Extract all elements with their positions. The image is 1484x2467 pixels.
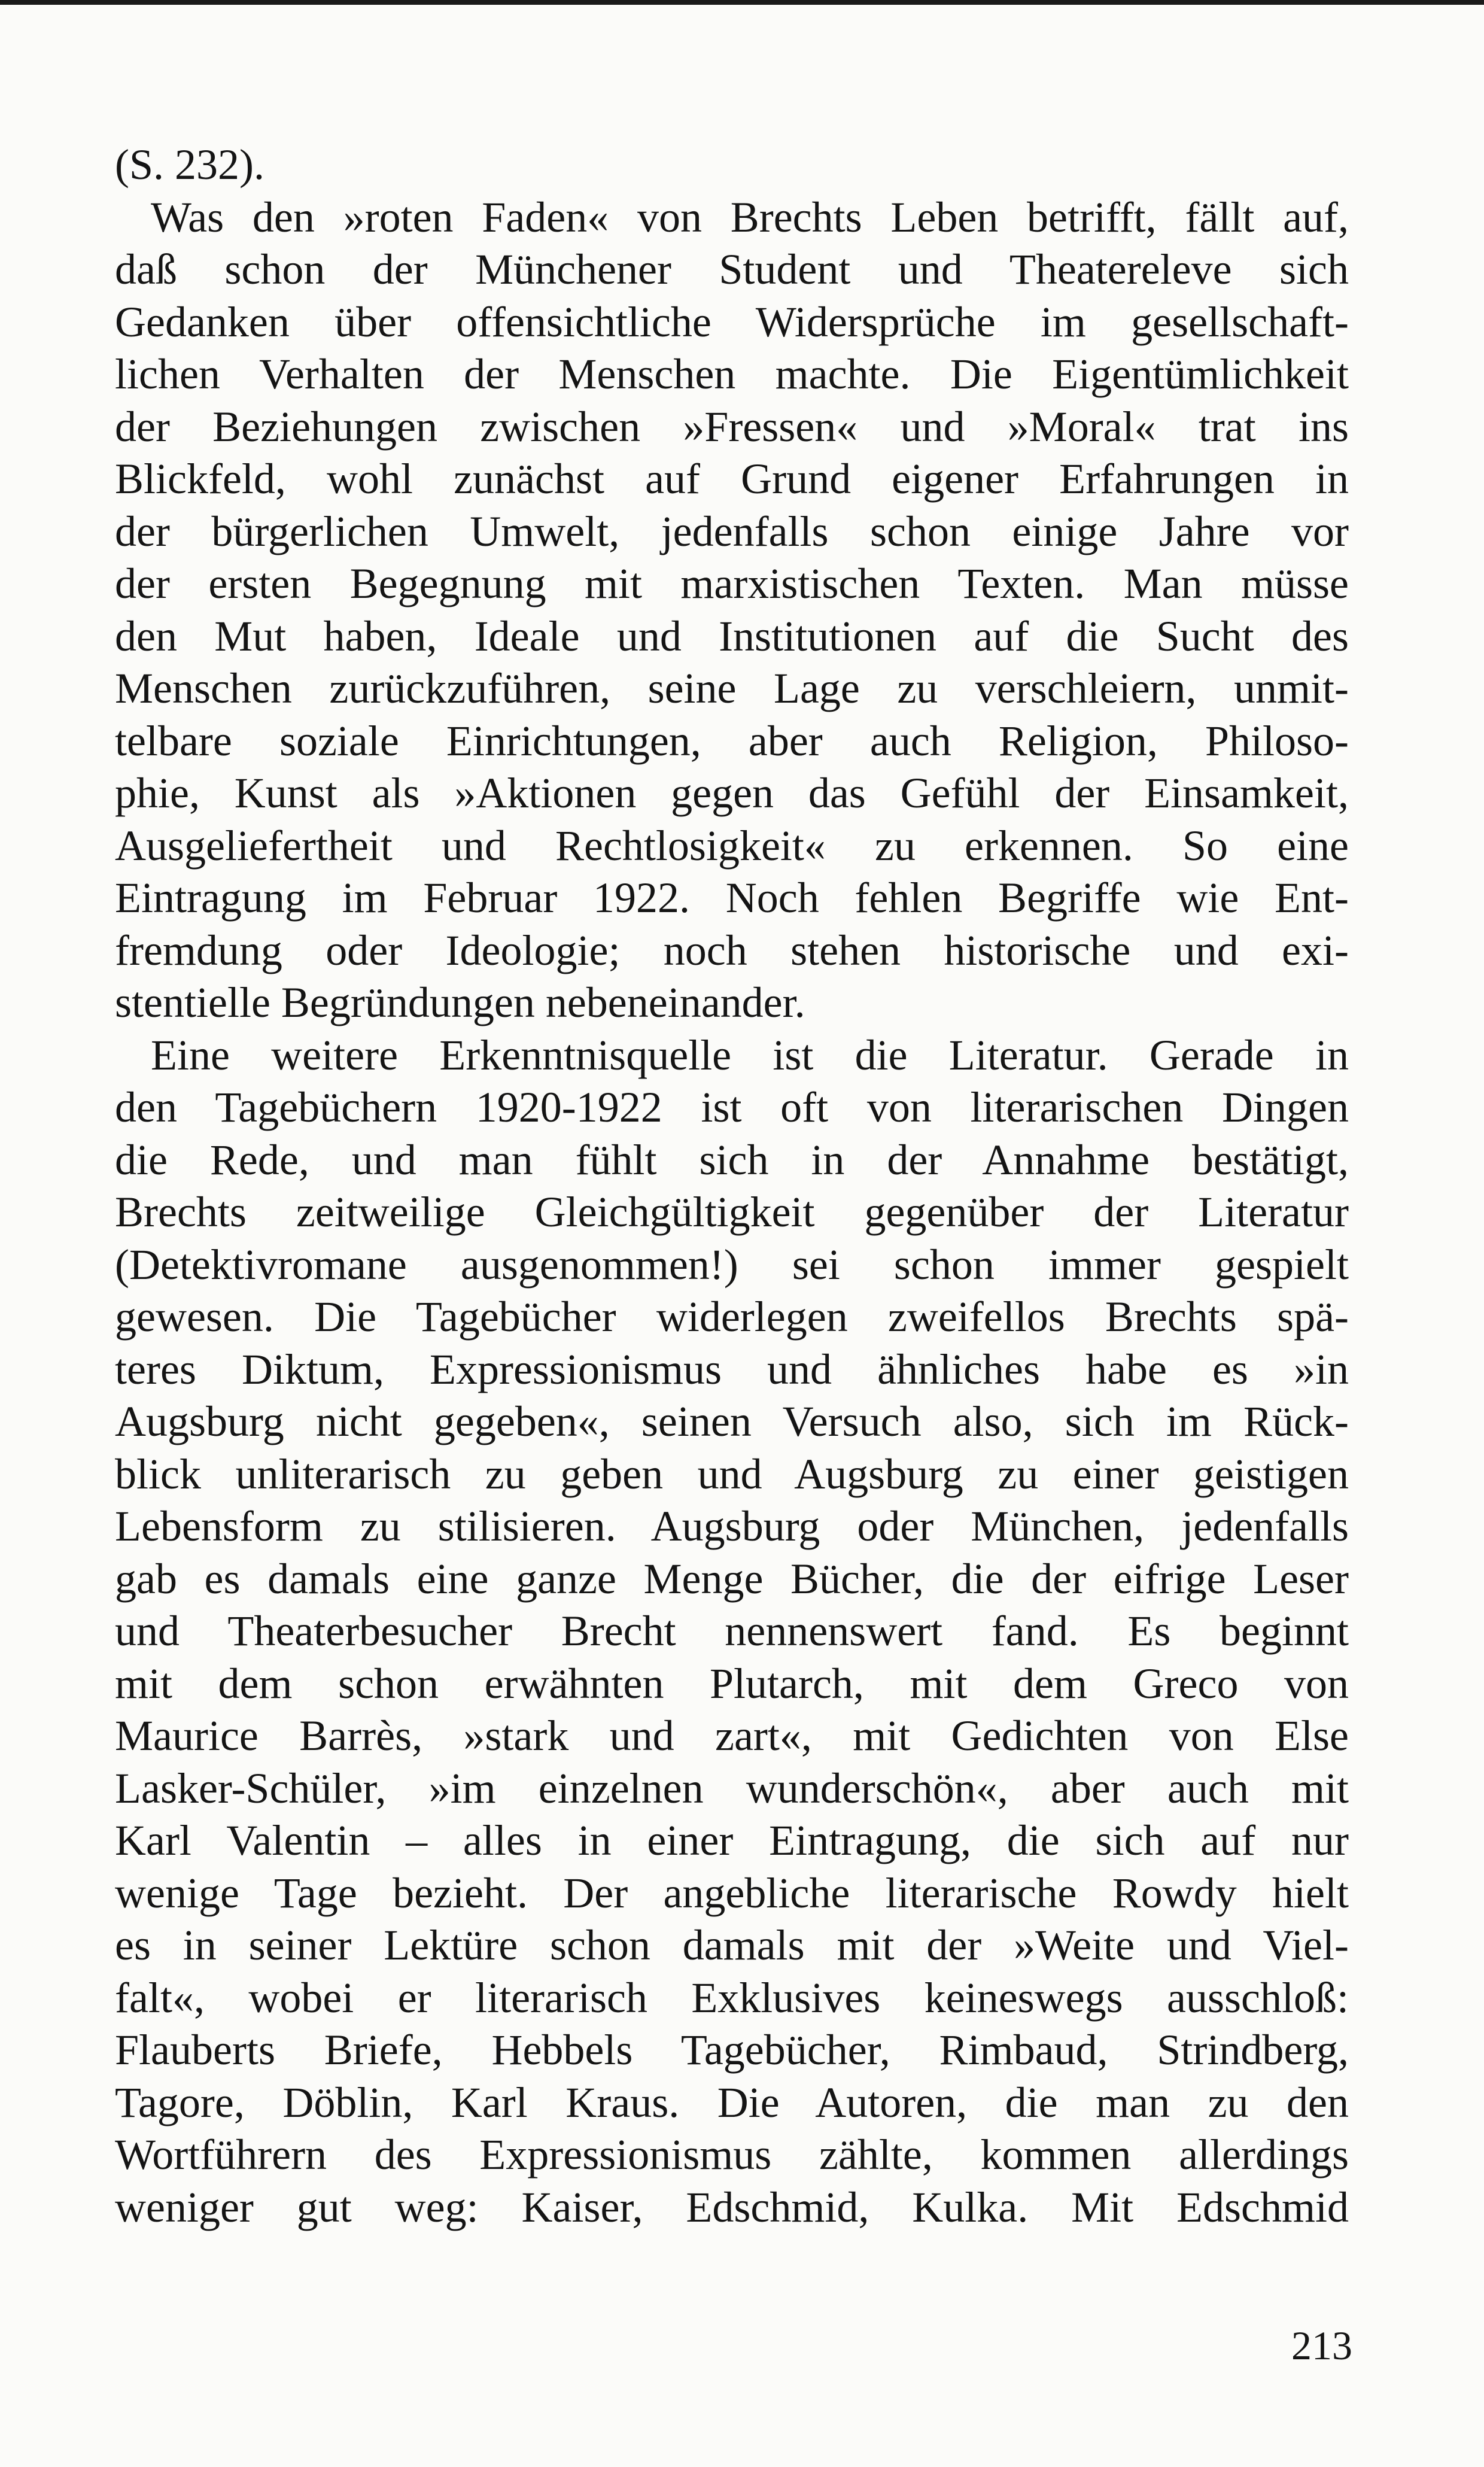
text-line: (S. 232).	[115, 141, 264, 189]
text-line: stentielle Begründungen nebeneinander.	[115, 979, 805, 1026]
text-line: Was den »roten Faden« von Brechts Leben betrifft, fällt auf,	[151, 193, 1349, 241]
body-text	[115, 139, 1349, 2234]
page-number: 213	[1291, 2323, 1352, 2368]
text-line: die Rede, und man fühlt sich in der Annahme bestätigt,	[115, 1135, 1349, 1184]
text-line: gewesen. Die Tagebücher widerlegen zweifellos Brechts spä-	[115, 1293, 1349, 1341]
text-line: der ersten Begegnung mit marxistischen Texten. Man müsse	[115, 560, 1349, 607]
text-line: wenige Tage bezieht. Der angebliche literarische Rowdy hielt	[115, 1869, 1349, 1917]
text-line: den Tagebüchern 1920-1922 ist oft von literarischen Dingen	[115, 1083, 1349, 1131]
text-line: Augsburg nicht gegeben«, seinen Versuch also, sich im Rück-	[115, 1397, 1349, 1445]
text-line: Maurice Barrès, »stark und zart«, mit Gedichten von Else	[115, 1712, 1349, 1760]
top-edge-line	[0, 0, 1484, 5]
text-line: fremdung oder Ideologie; noch stehen historische und exi-	[115, 926, 1349, 974]
text-line: phie, Kunst als »Aktionen gegen das Gefühl der Einsamkeit,	[115, 769, 1349, 817]
text-line: (Detektivromane ausgenommen!) sei schon immer gespielt	[115, 1240, 1349, 1289]
text-line: lichen Verhalten der Menschen machte. Die Eigentümlichkeit	[115, 350, 1349, 398]
text-line: Lebensform zu stilisieren. Augsburg oder München, jedenfalls	[115, 1502, 1349, 1550]
text-line: Eine weitere Erkenntnisquelle ist die Literatur. Gerade in	[151, 1031, 1349, 1079]
text-line: mit dem schon erwähnten Plutarch, mit dem Greco von	[115, 1659, 1349, 1708]
text-line: der Beziehungen zwischen »Fressen« und »Moral« trat ins	[115, 402, 1349, 451]
text-line: Wortführern des Expressionismus zählte, kommen allerdings	[115, 2131, 1349, 2179]
text-line: Menschen zurückzuführen, seine Lage zu verschleiern, unmit-	[115, 664, 1349, 712]
text-line: und Theaterbesucher Brecht nennenswert fand. Es beginnt	[115, 1607, 1349, 1655]
text-line: Gedanken über offensichtliche Widersprüche im gesellschaft-	[115, 297, 1349, 346]
text-line: teres Diktum, Expressionismus und ähnliches habe es »in	[115, 1345, 1349, 1393]
text-line: Lasker-Schüler, »im einzelnen wunderschön«, aber auch mit	[115, 1764, 1349, 1812]
text-line: der bürgerlichen Umwelt, jedenfalls schon einige Jahre vor	[115, 507, 1349, 555]
text-line: Ausgeliefertheit und Rechtlosigkeit« zu erkennen. So eine	[115, 821, 1349, 870]
text-line: telbare soziale Einrichtungen, aber auch Religion, Philoso-	[115, 716, 1349, 765]
text-line: Blickfeld, wohl zunächst auf Grund eigener Erfahrungen in	[115, 455, 1349, 503]
text-line: Brechts zeitweilige Gleichgültigkeit gegenüber der Literatur	[115, 1188, 1349, 1236]
text-line: Flauberts Briefe, Hebbels Tagebücher, Rimbaud, Strindberg,	[115, 2026, 1349, 2074]
text-line: den Mut haben, Ideale und Institutionen auf die Sucht des	[115, 612, 1349, 660]
text-line: weniger gut weg: Kaiser, Edschmid, Kulka. Mit Edschmid	[115, 2183, 1349, 2231]
text-line: daß schon der Münchener Student und Theatereleve sich	[115, 245, 1349, 293]
text-line: falt«, wobei er literarisch Exklusives keineswegs ausschloß:	[115, 1973, 1349, 2022]
text-line: gab es damals eine ganze Menge Bücher, die der eifrige Leser	[115, 1554, 1349, 1603]
text-line: blick unliterarisch zu geben und Augsburg zu einer geistigen	[115, 1450, 1349, 1498]
text-line: Eintragung im Februar 1922. Noch fehlen Begriffe wie Ent-	[115, 874, 1349, 922]
text-line: Karl Valentin – alles in einer Eintragung, die sich auf nur	[115, 1816, 1349, 1864]
text-line: Tagore, Döblin, Karl Kraus. Die Autoren, die man zu den	[115, 2078, 1349, 2126]
text-line: es in seiner Lektüre schon damals mit der »Weite und Viel-	[115, 1921, 1349, 1969]
